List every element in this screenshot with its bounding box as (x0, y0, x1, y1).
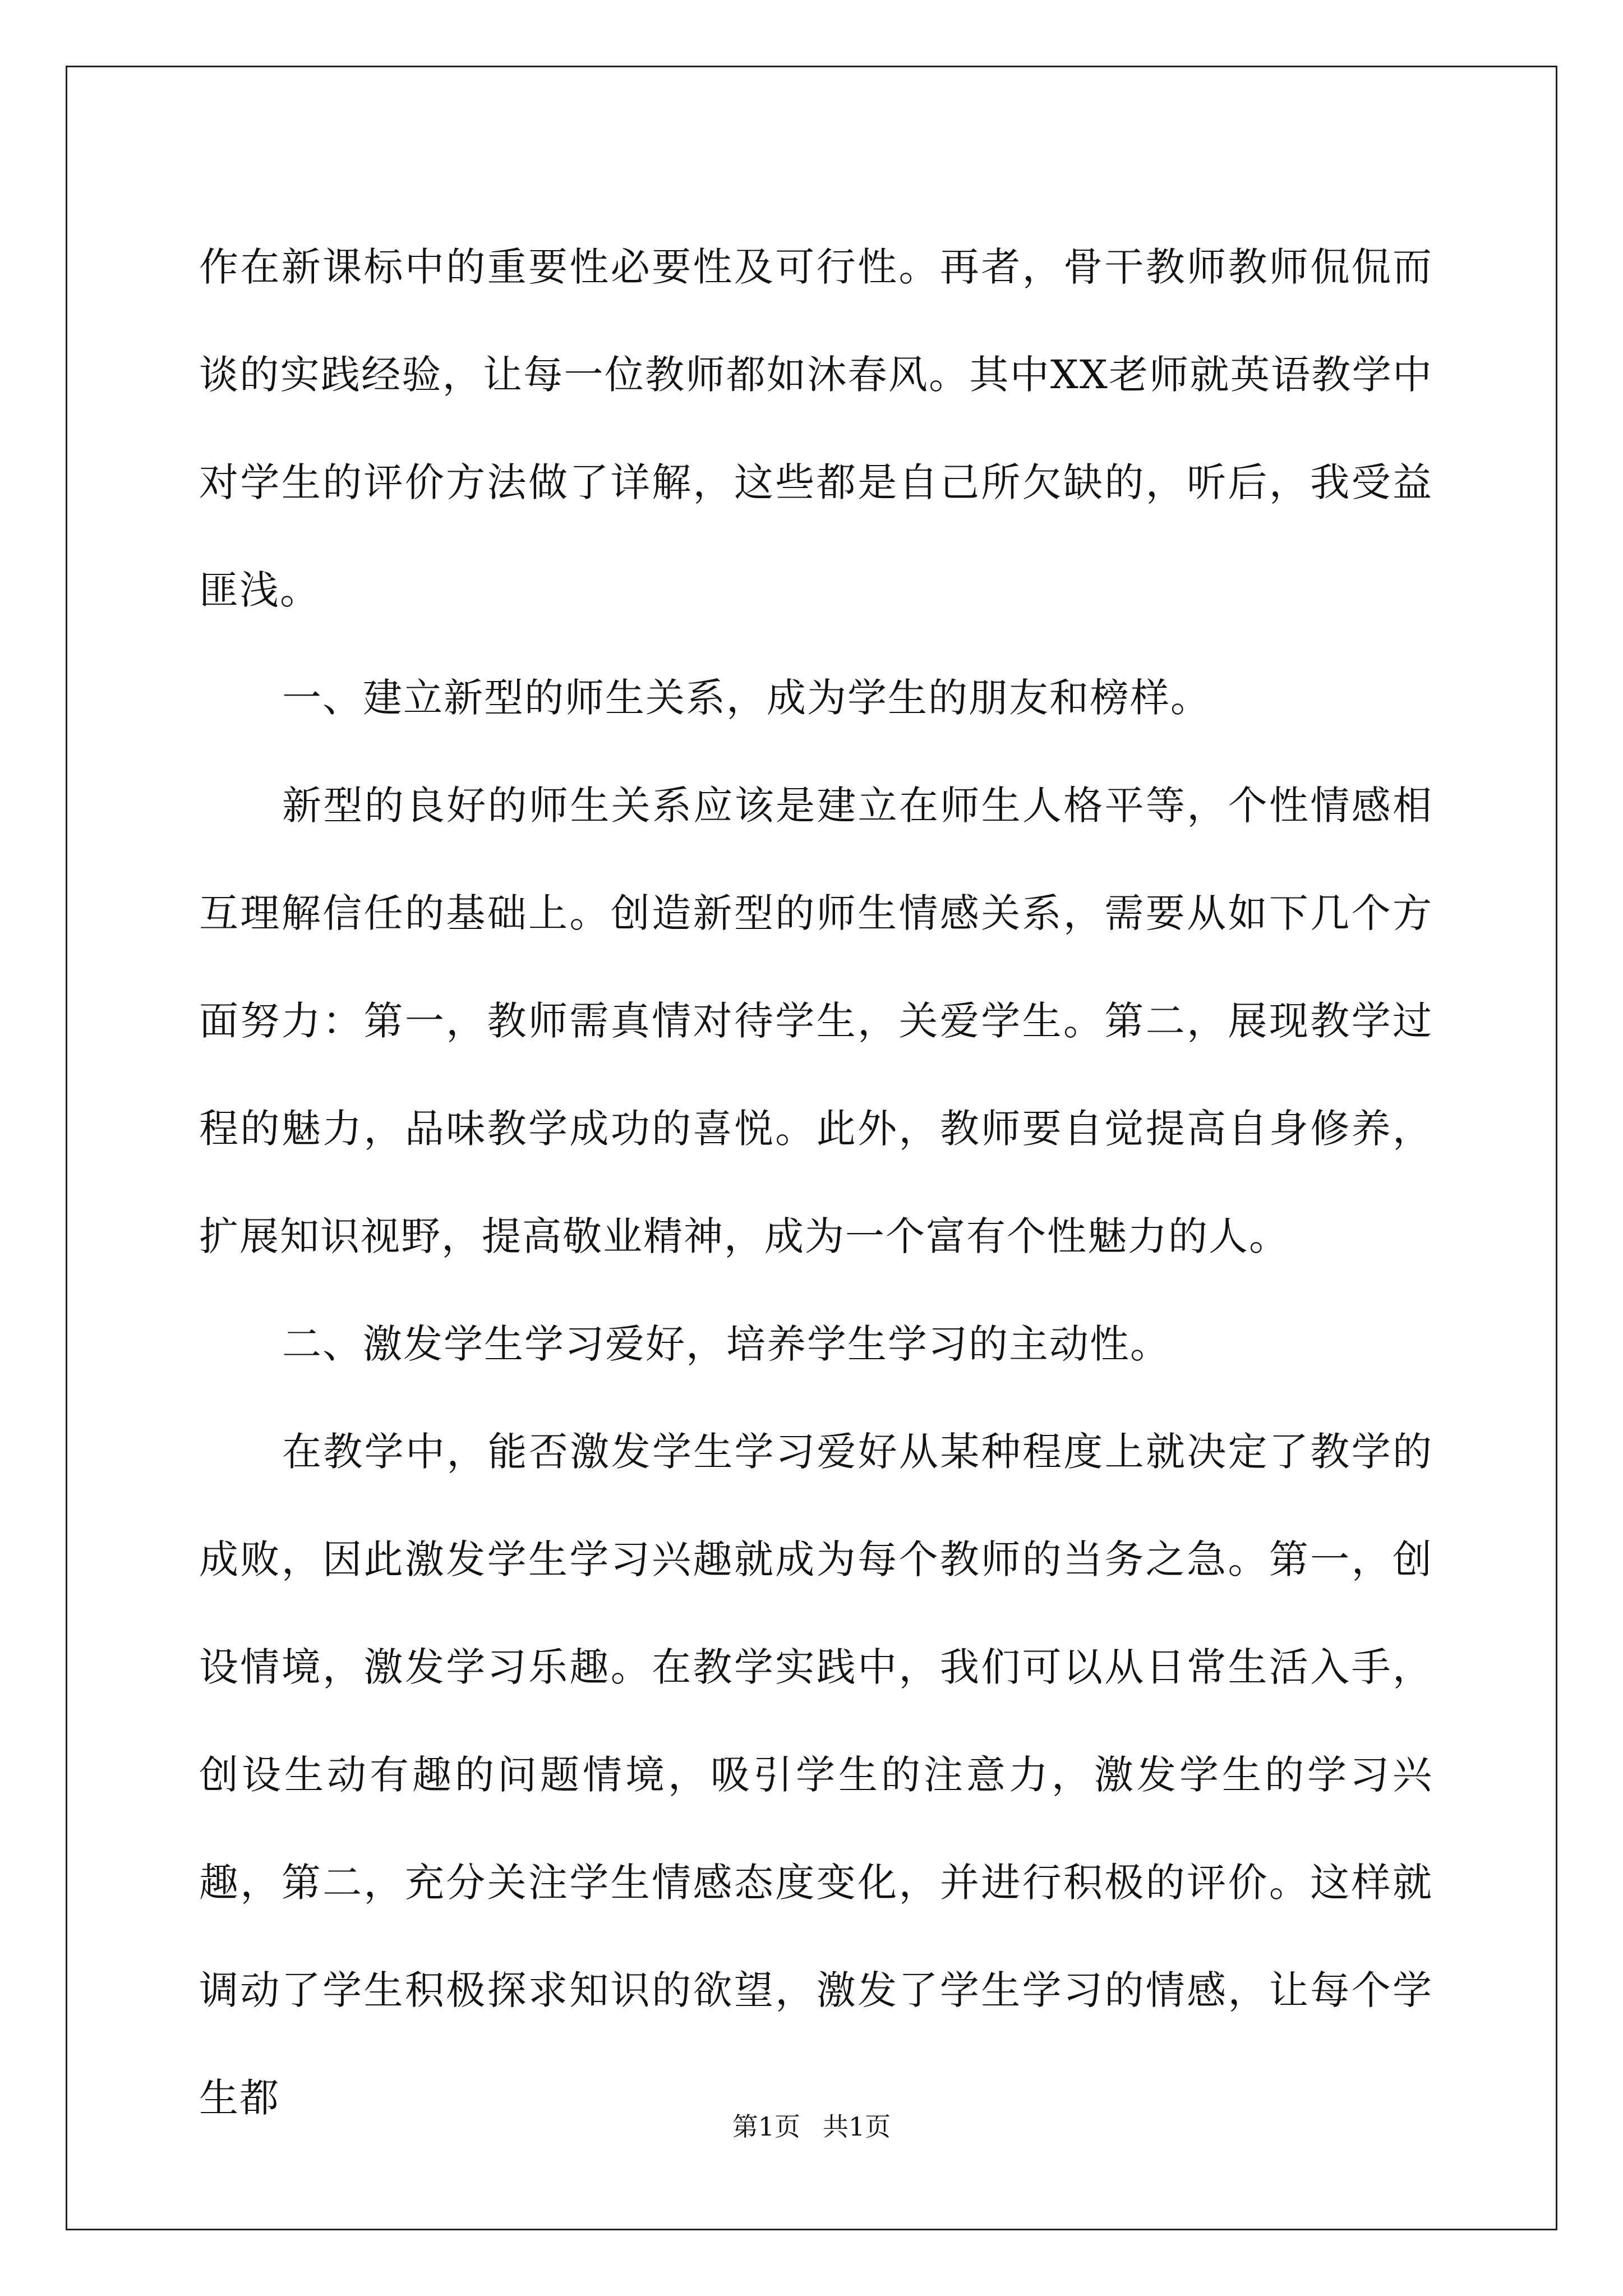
page-total: 共1页 (823, 2111, 891, 2142)
page-number: 第1页 (732, 2111, 800, 2142)
document-body (199, 213, 1433, 2152)
paragraph-continuation: 作在新课标中的重要性必要性及可行性。再者，骨干教师教师侃侃而谈的实践经验，让每一位教师都如沐春风。其中XX老师就英语教学中对学生的评价方法做了详解，这些都是自己所欠缺的，听后，我受益匪浅。 (199, 244, 1433, 613)
paragraph-teacher-student-relationship: 新型的良好的师生关系应该是建立在师生人格平等，个性情感相互理解信任的基础上。创造新型的师生情感关系，需要从如下几个方面努力：第一，教师需真情对待学生，关爱学生。第二，展现教学过程的魅力，品味教学成功的喜悦。此外，教师要自觉提高自身修养，扩展知识视野，提高敬业精神，成为一个富有个性魅力的人。 (199, 783, 1433, 1259)
section-heading-one: 一、建立新型的师生关系，成为学生的朋友和榜样。 (282, 675, 1211, 721)
section-heading-two: 二、激发学生学习爱好，培养学生学习的主动性。 (282, 1321, 1170, 1367)
paragraph-learning-interest: 在教学中，能否激发学生学习爱好从某种程度上就决定了教学的成败，因此激发学生学习兴趣就成为每个教师的当务之急。第一，创设情境，激发学习乐趣。在教学实践中，我们可以从日常生活入手，创设生动有趣的问题情境，吸引学生的注意力，激发学生的学习兴趣，第二，充分关注学生情感态度变化，并进行积极的评价。这样就调动了学生积极探求知识的欲望，激发了学生学习的情感，让每个学生都 (199, 1429, 1433, 2121)
page-footer (0, 2106, 1623, 2143)
